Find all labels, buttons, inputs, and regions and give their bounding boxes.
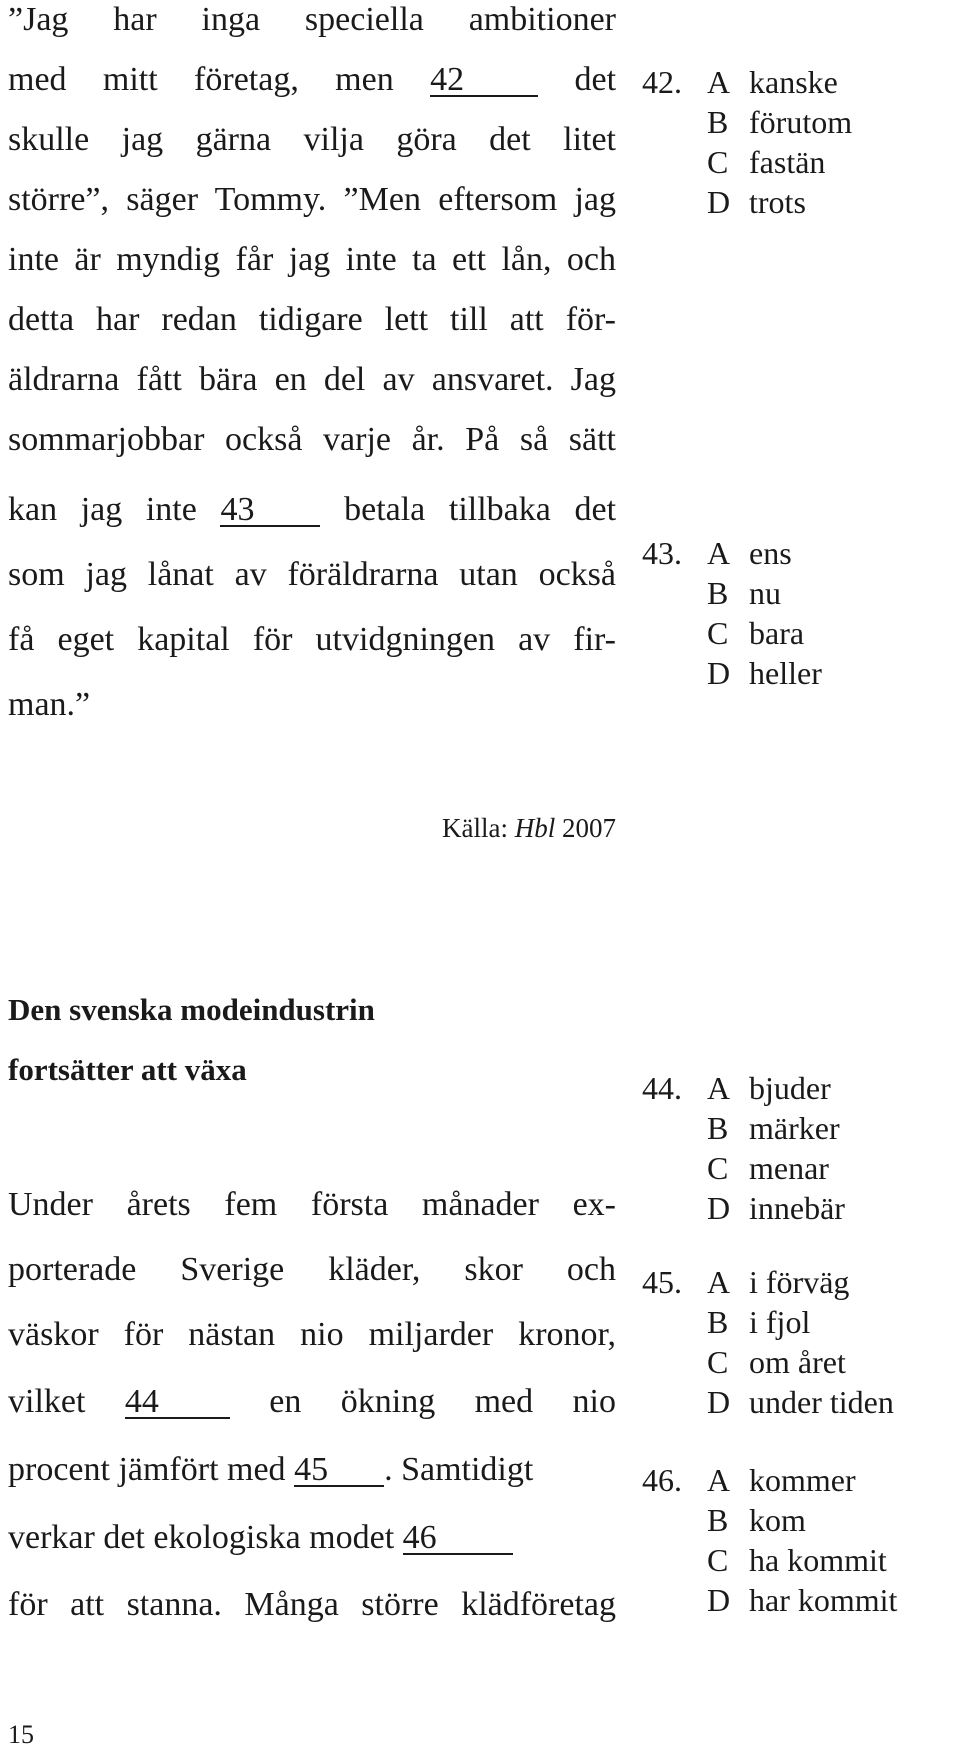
passage1-line-3: skulle jag gärna vilja göra det litet bbox=[8, 121, 616, 158]
question-44-option-a[interactable]: 44. A bjuder bbox=[642, 1070, 831, 1106]
question-42-option-d[interactable]: D trots bbox=[707, 184, 806, 220]
question-45-option-b[interactable]: B i fjol bbox=[707, 1304, 811, 1340]
passage1-line-11: få eget kapital för utvidgningen av fir- bbox=[8, 621, 616, 658]
question-46-option-a[interactable]: 46. A kommer bbox=[642, 1462, 856, 1498]
passage1-line-7: äldrarna fått bära en del av ansvaret. Jag bbox=[8, 361, 616, 398]
question-44-option-d[interactable]: D innebär bbox=[707, 1190, 845, 1226]
article-heading-line-2: fortsätter att växa bbox=[8, 1052, 247, 1087]
gap-45: 45 bbox=[294, 1455, 384, 1487]
source-citation: Källa: Hbl 2007 bbox=[442, 813, 616, 843]
source-publication: Hbl bbox=[514, 813, 556, 843]
question-42-option-b[interactable]: B förutom bbox=[707, 104, 853, 140]
passage2-line-4: vilket 44 en ökning med nio bbox=[8, 1383, 616, 1420]
gap-43: 43 bbox=[220, 495, 320, 527]
question-46 bbox=[642, 1460, 897, 1620]
question-43-option-b[interactable]: B nu bbox=[707, 575, 781, 611]
passage1-line-8: sommarjobbar också varje år. På så sätt bbox=[8, 421, 616, 458]
question-42 bbox=[642, 62, 852, 222]
question-46-option-d[interactable]: D har kommit bbox=[707, 1582, 898, 1618]
passage2-line-2: porterade Sverige kläder, skor och bbox=[8, 1251, 616, 1288]
passage1-line-10: som jag lånat av föräldrarna utan också bbox=[8, 556, 616, 593]
question-46-option-c[interactable]: C ha kommit bbox=[707, 1542, 887, 1578]
gap-42: 42 bbox=[430, 65, 538, 97]
page-number: 15 bbox=[8, 1720, 34, 1749]
question-43-option-a[interactable]: 43. A ens bbox=[642, 535, 792, 571]
question-45-option-c[interactable]: C om året bbox=[707, 1344, 846, 1380]
question-45 bbox=[642, 1262, 894, 1422]
passage1-line-9: kan jag inte 43 betala tillbaka det bbox=[8, 491, 617, 528]
article-heading-line-1: Den svenska modeindustrin bbox=[8, 992, 375, 1027]
gap-46: 46 bbox=[403, 1523, 513, 1555]
question-44-option-b[interactable]: B märker bbox=[707, 1110, 840, 1146]
passage2-line-7: för att stanna. Många större klädföretag bbox=[8, 1586, 616, 1623]
passage1-line-6: detta har redan tidigare lett till att för- bbox=[8, 301, 616, 338]
question-44 bbox=[642, 1068, 845, 1228]
passage2-line-6: verkar det ekologiska modet 46 bbox=[8, 1518, 616, 1558]
question-43-option-d[interactable]: D heller bbox=[707, 655, 822, 691]
question-44-option-c[interactable]: C menar bbox=[707, 1150, 829, 1186]
question-46-option-b[interactable]: B kom bbox=[707, 1502, 806, 1538]
question-43 bbox=[642, 533, 822, 693]
passage1-line-2: med mitt företag, men 42 det bbox=[8, 61, 617, 98]
passage1-line-1: ”Jag har inga speciella ambitioner bbox=[8, 1, 616, 38]
question-42-option-a[interactable]: 42. A kanske bbox=[642, 64, 838, 100]
question-42-option-c[interactable]: C fastän bbox=[707, 144, 826, 180]
passage2-line-5: procent jämfört med 45 . Samtidigt bbox=[8, 1451, 534, 1488]
question-45-option-d[interactable]: D under tiden bbox=[707, 1384, 894, 1420]
question-43-option-c[interactable]: C bara bbox=[707, 615, 805, 651]
passage2-line-1: Under årets fem första månader ex- bbox=[8, 1186, 616, 1223]
passage1-line-5: inte är myndig får jag inte ta ett lån, och bbox=[8, 241, 616, 278]
gap-44: 44 bbox=[125, 1387, 230, 1419]
passage1-line-12: man.” bbox=[8, 686, 91, 723]
question-45-option-a[interactable]: 45. A i förväg bbox=[642, 1264, 850, 1300]
passage1-line-4: större”, säger Tommy. ”Men eftersom jag bbox=[8, 181, 616, 218]
passage2-line-3: väskor för nästan nio miljarder kronor, bbox=[8, 1316, 616, 1353]
